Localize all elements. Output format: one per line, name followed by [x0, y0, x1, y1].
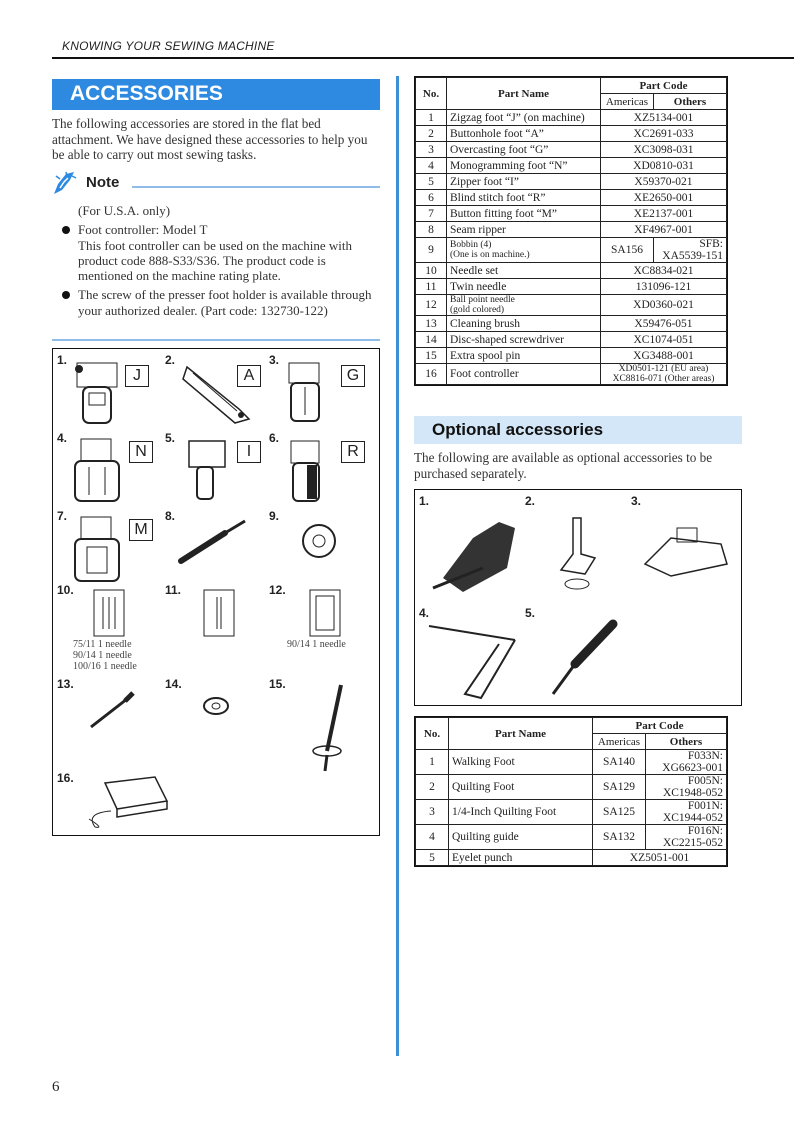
quilting-foot-icon — [549, 514, 609, 598]
note-region: (For U.S.A. only) — [78, 203, 171, 218]
accessory-12 — [269, 583, 377, 675]
foot-letter: N — [129, 441, 153, 463]
bullet-2-text: The screw of the presser foot holder is available through your authorized dealer. (Part code: 132730-122) — [78, 287, 372, 318]
parts-table-frame — [414, 76, 728, 386]
foot-letter: A — [237, 365, 261, 387]
part-code: XD0501-121 (EU area) XC8816-071 (Other areas) — [601, 364, 727, 385]
accessory-4 — [57, 431, 157, 507]
part-name: Zipper foot “I” — [447, 174, 601, 190]
part-code-americas: SA132 — [593, 825, 646, 850]
accessory-10 — [57, 583, 157, 675]
part-name: Quilting guide — [449, 825, 593, 850]
optional-table — [415, 717, 727, 866]
row-number: 10 — [416, 263, 447, 279]
foot-controller-icon — [75, 773, 175, 831]
overcasting-foot-icon — [279, 357, 339, 425]
item-number: 8. — [165, 509, 176, 523]
row-number: 9 — [416, 238, 447, 263]
optional-figure — [414, 489, 742, 706]
part-code-others: SFB: XA5539-151 — [654, 238, 727, 263]
part-code: XE2137-001 — [601, 206, 727, 222]
note-bullet-1 — [62, 222, 382, 283]
col-americas: Americas — [601, 94, 654, 110]
item-number: 14. — [165, 677, 182, 691]
part-code: XG3488-001 — [601, 348, 727, 364]
col-no: No. — [416, 718, 449, 750]
part-code: XC1074-051 — [601, 332, 727, 348]
walking-foot-icon — [423, 508, 523, 598]
col-part-name: Part Name — [447, 78, 601, 110]
bullet-1-body: This foot controller can be used on the machine with product code 888-S33/S36. The product code is mentioned on the machine rating plate. — [78, 237, 353, 284]
needle-set-icon — [93, 589, 125, 637]
bullet-icon — [62, 291, 70, 299]
row-number: 15 — [416, 348, 447, 364]
part-name: Disc-shaped screwdriver — [447, 332, 601, 348]
accessory-15 — [269, 677, 377, 777]
item-number: 3. — [631, 494, 642, 508]
part-name: Blind stitch foot “R” — [447, 190, 601, 206]
page-title: ACCESSORIES — [70, 82, 223, 105]
optional-intro: The following are available as optional accessories to be purchased separately. — [414, 450, 713, 481]
part-code: XZ5051-001 — [593, 850, 727, 866]
part-name: Needle set — [447, 263, 601, 279]
item-number: 4. — [419, 606, 430, 620]
table-row — [416, 222, 727, 238]
ball-point-needle-icon — [309, 589, 341, 637]
accessory-7 — [57, 509, 157, 589]
col-part-code: Part Code — [601, 78, 727, 94]
item-number: 4. — [57, 431, 68, 445]
table-row — [416, 158, 727, 174]
item-number: 2. — [165, 353, 176, 367]
row-number: 4 — [416, 825, 449, 850]
part-code-others: F001N: XC1944-052 — [646, 800, 727, 825]
table-row — [416, 174, 727, 190]
part-code: XF4967-001 — [601, 222, 727, 238]
running-header: KNOWING YOUR SEWING MACHINE — [62, 39, 275, 53]
row-number: 3 — [416, 800, 449, 825]
row-number: 8 — [416, 222, 447, 238]
part-code: XD0360-021 — [601, 295, 727, 316]
part-name: Foot controller — [447, 364, 601, 385]
part-name: Bobbin (4) (One is on machine.) — [447, 238, 601, 263]
row-number: 13 — [416, 316, 447, 332]
item-number: 2. — [525, 494, 536, 508]
section-title-box — [52, 79, 380, 110]
row-number: 1 — [416, 750, 449, 775]
part-name: Button fitting foot “M” — [447, 206, 601, 222]
button-fitting-foot-icon — [67, 513, 131, 585]
table-row — [416, 206, 727, 222]
optional-item-5 — [525, 606, 629, 702]
accessory-3 — [269, 353, 377, 429]
item-number: 1. — [419, 494, 430, 508]
quarter-inch-foot-icon — [641, 524, 731, 584]
part-name: Zigzag foot “J” (on machine) — [447, 110, 601, 126]
row-number: 7 — [416, 206, 447, 222]
spool-pin-icon — [297, 681, 357, 775]
twin-caption: 90/14 1 needle — [287, 639, 346, 650]
foot-letter: I — [237, 441, 261, 463]
foot-letter: R — [341, 441, 365, 463]
accessory-13 — [57, 677, 157, 767]
part-name: Cleaning brush — [447, 316, 601, 332]
part-name: Eyelet punch — [449, 850, 593, 866]
optional-item-3 — [631, 494, 739, 604]
item-number: 1. — [57, 353, 68, 367]
foot-letter: J — [125, 365, 149, 387]
table-row — [416, 825, 727, 850]
part-name: Buttonhole foot “A” — [447, 126, 601, 142]
foot-letter: G — [341, 365, 365, 387]
accessory-16 — [57, 771, 217, 833]
item-number: 5. — [165, 431, 176, 445]
blind-stitch-foot-icon — [281, 435, 337, 505]
part-name: Seam ripper — [447, 222, 601, 238]
item-number: 13. — [57, 677, 74, 691]
note-end-rule — [52, 339, 380, 341]
accessories-figure — [52, 348, 380, 836]
table-row — [416, 263, 727, 279]
table-row — [416, 332, 727, 348]
row-number: 4 — [416, 158, 447, 174]
item-number: 7. — [57, 509, 68, 523]
table-row — [416, 295, 727, 316]
part-name: Monogramming foot “N” — [447, 158, 601, 174]
table-row — [416, 110, 727, 126]
part-code-americas: SA125 — [593, 800, 646, 825]
optional-item-2 — [525, 494, 629, 604]
optional-table-frame — [414, 716, 728, 867]
monogramming-foot-icon — [67, 435, 131, 505]
row-number: 11 — [416, 279, 447, 295]
item-number: 10. — [57, 583, 74, 597]
quilting-guide-icon — [425, 614, 525, 700]
item-number: 6. — [269, 431, 280, 445]
table-row — [416, 775, 727, 800]
row-number: 6 — [416, 190, 447, 206]
table-row — [416, 800, 727, 825]
row-number: 3 — [416, 142, 447, 158]
part-code: XD0810-031 — [601, 158, 727, 174]
row-number: 14 — [416, 332, 447, 348]
parts-table — [415, 77, 727, 385]
accessory-14 — [165, 677, 265, 767]
part-name: Overcasting foot “G” — [447, 142, 601, 158]
table-row — [416, 750, 727, 775]
part-code: XE2650-001 — [601, 190, 727, 206]
bullet-icon — [62, 226, 70, 234]
note-bullet-2 — [62, 287, 382, 318]
accessory-1 — [57, 353, 157, 429]
part-name: 1/4-Inch Quilting Foot — [449, 800, 593, 825]
eyelet-punch-icon — [545, 614, 625, 700]
part-code: XC8834-021 — [601, 263, 727, 279]
accessory-6 — [269, 431, 377, 507]
part-code: X59370-021 — [601, 174, 727, 190]
table-row — [416, 348, 727, 364]
table-row — [416, 364, 727, 385]
row-number: 2 — [416, 775, 449, 800]
table-row — [416, 190, 727, 206]
part-code: X59476-051 — [601, 316, 727, 332]
part-name: Extra spool pin — [447, 348, 601, 364]
col-part-code: Part Code — [593, 718, 727, 734]
seam-ripper-icon — [177, 517, 253, 567]
accessory-9 — [269, 509, 377, 589]
twin-needle-icon — [203, 589, 235, 637]
table-row — [416, 126, 727, 142]
accessory-2 — [165, 353, 265, 429]
note-rule — [132, 186, 380, 188]
row-number: 2 — [416, 126, 447, 142]
row-number: 5 — [416, 174, 447, 190]
table-row — [416, 142, 727, 158]
accessory-5 — [165, 431, 265, 507]
item-number: 11. — [165, 583, 182, 597]
part-name: Quilting Foot — [449, 775, 593, 800]
part-name: Ball point needle (gold colored) — [447, 295, 601, 316]
part-code: XZ5134-001 — [601, 110, 727, 126]
row-number: 5 — [416, 850, 449, 866]
bullet-1-title: Foot controller: Model T — [78, 222, 208, 238]
note-body — [62, 203, 382, 318]
part-code-others: F016N: XC2215-052 — [646, 825, 727, 850]
item-number: 5. — [525, 606, 536, 620]
col-americas: Americas — [593, 734, 646, 750]
accessory-8 — [165, 509, 265, 589]
col-part-name: Part Name — [449, 718, 593, 750]
table-row — [416, 316, 727, 332]
part-name: Twin needle — [447, 279, 601, 295]
optional-title-box — [414, 416, 742, 444]
table-row — [416, 850, 727, 866]
note-label: Note — [86, 174, 120, 191]
item-number: 15. — [269, 677, 286, 691]
row-number: 16 — [416, 364, 447, 385]
needle-caption: 75/11 1 needle 90/14 1 needle 100/16 1 needle — [73, 639, 137, 672]
item-number: 16. — [57, 771, 74, 785]
intro-text: The following accessories are stored in the flat bed attachment. We have designed these accessories to help you be able to carry out most sewing tasks. — [52, 116, 368, 162]
foot-letter: M — [129, 519, 153, 541]
table-row — [416, 238, 727, 263]
col-no: No. — [416, 78, 447, 110]
part-code-others: F005N: XC1948-052 — [646, 775, 727, 800]
col-others: Others — [654, 94, 727, 110]
note-icon — [52, 170, 80, 196]
optional-item-1 — [419, 494, 523, 604]
part-code: 131096-121 — [601, 279, 727, 295]
screwdriver-disc-icon — [201, 695, 231, 717]
optional-item-4 — [419, 606, 523, 702]
col-others: Others — [646, 734, 727, 750]
part-code-americas: SA140 — [593, 750, 646, 775]
part-code-americas: SA129 — [593, 775, 646, 800]
table-row — [416, 279, 727, 295]
item-number: 12. — [269, 583, 286, 597]
column-divider — [396, 76, 399, 1056]
optional-title: Optional accessories — [432, 420, 604, 439]
part-code: XC3098-031 — [601, 142, 727, 158]
header-rule — [52, 57, 794, 59]
part-code-others: F033N: XG6623-001 — [646, 750, 727, 775]
cleaning-brush-icon — [87, 691, 137, 731]
row-number: 12 — [416, 295, 447, 316]
part-name: Walking Foot — [449, 750, 593, 775]
bobbin-icon — [299, 521, 339, 561]
row-number: 1 — [416, 110, 447, 126]
page-number: 6 — [52, 1079, 60, 1095]
item-number: 3. — [269, 353, 280, 367]
part-code: XC2691-033 — [601, 126, 727, 142]
zipper-foot-icon — [179, 435, 235, 505]
zigzag-foot-icon — [69, 359, 129, 427]
accessory-11 — [165, 583, 265, 675]
part-code-americas: SA156 — [601, 238, 654, 263]
item-number: 9. — [269, 509, 280, 523]
